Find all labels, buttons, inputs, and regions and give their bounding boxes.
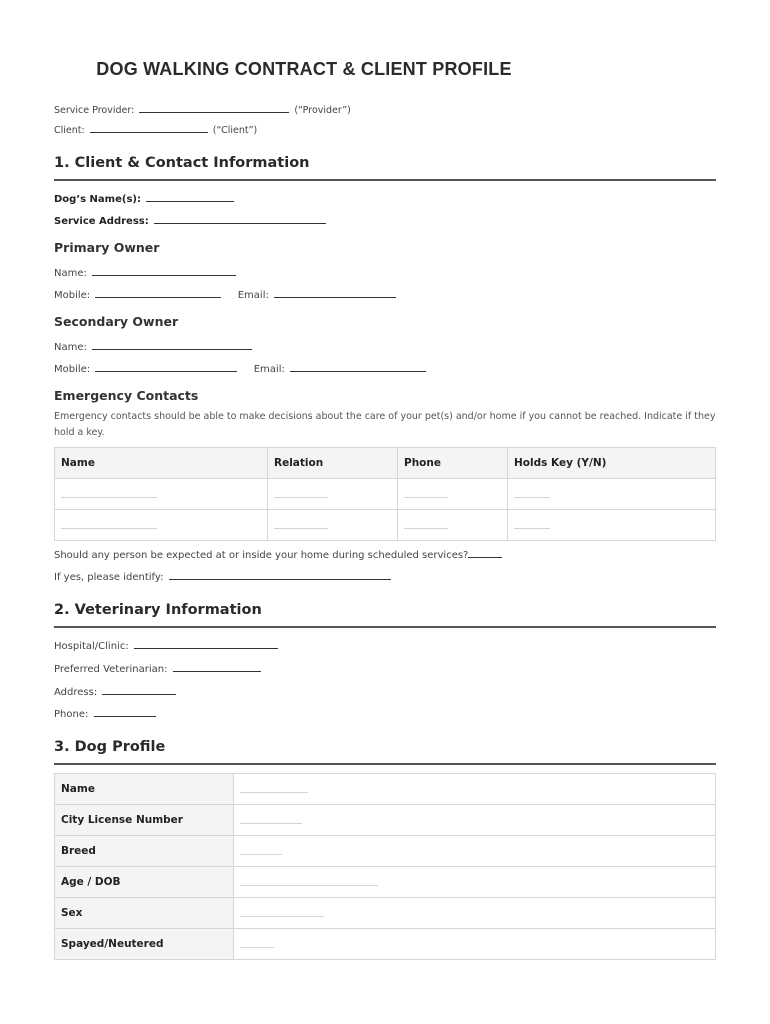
profile-row-spayed [55, 929, 716, 960]
secondary-name-line [54, 338, 254, 353]
provider-field[interactable] [139, 101, 289, 113]
client-line [54, 121, 257, 136]
dogs-name-field[interactable] [146, 190, 234, 202]
dog-profile-table [54, 773, 716, 960]
secondary-mobile-field[interactable] [95, 360, 237, 372]
col-relation: Relation [268, 448, 398, 479]
emergency-phone-cell[interactable] [398, 510, 508, 541]
identify-label: If yes, please identify: [54, 572, 164, 583]
emergency-key-cell[interactable] [508, 479, 716, 510]
emergency-heading: Emergency Contacts [54, 388, 199, 403]
section1-heading: 1. Client & Contact Information [54, 155, 310, 171]
profile-label: Name [55, 774, 234, 805]
vet-phone-label: Phone: [54, 709, 89, 720]
profile-value-cell[interactable] [234, 774, 716, 805]
hospital-label: Hospital/Clinic: [54, 641, 129, 652]
vet-line [54, 660, 263, 675]
emergency-relation-cell[interactable] [268, 510, 398, 541]
client-suffix: (“Client”) [212, 125, 258, 136]
emergency-note: Emergency contacts should be able to make decisions about the care of your pet(s) and/or home if you cannot be reached. Indicate if they hold a key. [54, 411, 716, 438]
presence-line [54, 546, 504, 561]
vet-address-line [54, 683, 178, 698]
provider-label: Service Provider: [54, 105, 135, 116]
document-title: DOG WALKING CONTRACT & CLIENT PROFILE [96, 59, 512, 79]
identify-field[interactable] [169, 568, 391, 580]
service-address-label: Service Address: [54, 216, 149, 227]
section3-heading: 3. Dog Profile [54, 739, 166, 755]
vet-phone-field[interactable] [94, 705, 156, 717]
vet-address-label: Address: [54, 687, 98, 698]
primary-email-label: Email: [237, 290, 269, 301]
presence-field[interactable] [468, 546, 502, 558]
profile-value-cell[interactable] [234, 929, 716, 960]
emergency-name-cell[interactable] [55, 479, 268, 510]
hospital-field[interactable] [134, 637, 278, 649]
vet-field[interactable] [173, 660, 261, 672]
profile-value-cell[interactable] [234, 805, 716, 836]
emergency-key-cell[interactable] [508, 510, 716, 541]
secondary-contact-line [54, 360, 428, 375]
identify-line [54, 568, 393, 583]
emergency-table [54, 447, 716, 541]
dogs-name-label: Dog’s Name(s): [54, 194, 141, 205]
secondary-owner-heading: Secondary Owner [54, 314, 179, 329]
vet-phone-line [54, 705, 158, 720]
section2-heading: 2. Veterinary Information [54, 602, 262, 618]
vet-address-field[interactable] [102, 683, 176, 695]
profile-label: City License Number [55, 805, 234, 836]
primary-name-line [54, 264, 238, 279]
secondary-name-field[interactable] [92, 338, 252, 350]
section2-rule [54, 626, 716, 628]
service-address-line [54, 212, 328, 227]
hospital-line [54, 637, 280, 652]
emergency-row [55, 510, 716, 541]
profile-row-age [55, 867, 716, 898]
client-label: Client: [54, 125, 85, 136]
profile-label: Age / DOB [55, 867, 234, 898]
col-name: Name [55, 448, 268, 479]
profile-value-cell[interactable] [234, 867, 716, 898]
primary-contact-line [54, 286, 398, 301]
emergency-row [55, 479, 716, 510]
client-field[interactable] [90, 121, 208, 133]
section1-rule [54, 179, 716, 181]
profile-row-name [55, 774, 716, 805]
secondary-mobile-label: Mobile: [54, 364, 91, 375]
profile-row-breed [55, 836, 716, 867]
primary-mobile-field[interactable] [95, 286, 221, 298]
secondary-name-label: Name: [54, 342, 87, 353]
profile-label: Sex [55, 898, 234, 929]
service-address-field[interactable] [154, 212, 326, 224]
col-holds-key: Holds Key (Y/N) [508, 448, 716, 479]
profile-row-license [55, 805, 716, 836]
col-phone: Phone [398, 448, 508, 479]
section3-rule [54, 763, 716, 765]
emergency-table-header [55, 448, 716, 479]
presence-question: Should any person be expected at or inside your home during scheduled services? [54, 550, 469, 561]
primary-name-label: Name: [54, 268, 87, 279]
secondary-email-field[interactable] [290, 360, 426, 372]
secondary-email-label: Email: [253, 364, 285, 375]
profile-row-sex [55, 898, 716, 929]
profile-label: Breed [55, 836, 234, 867]
emergency-phone-cell[interactable] [398, 479, 508, 510]
provider-line [54, 101, 351, 116]
provider-suffix: (“Provider”) [294, 105, 351, 116]
primary-name-field[interactable] [92, 264, 236, 276]
vet-label: Preferred Veterinarian: [54, 664, 168, 675]
primary-email-field[interactable] [274, 286, 396, 298]
dogs-name-line [54, 190, 236, 205]
profile-value-cell[interactable] [234, 898, 716, 929]
profile-value-cell[interactable] [234, 836, 716, 867]
emergency-name-cell[interactable] [55, 510, 268, 541]
profile-label: Spayed/Neutered [55, 929, 234, 960]
primary-mobile-label: Mobile: [54, 290, 91, 301]
primary-owner-heading: Primary Owner [54, 240, 160, 255]
emergency-relation-cell[interactable] [268, 479, 398, 510]
